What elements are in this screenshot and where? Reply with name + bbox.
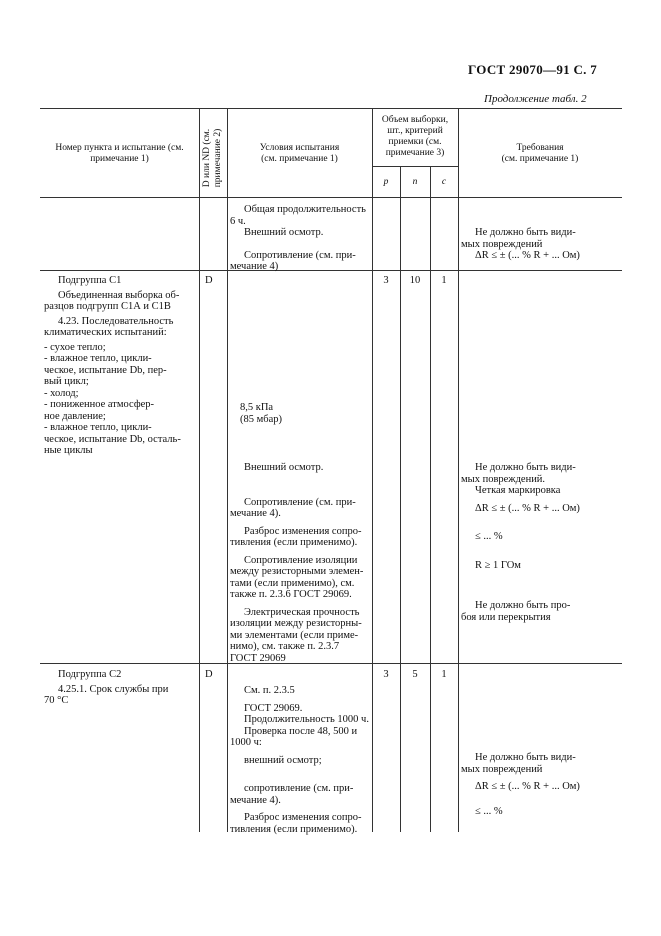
requirement-line: R ≥ 1 ГОм bbox=[475, 559, 521, 571]
header-dnd-line: примечание 2) bbox=[213, 128, 223, 188]
header-conditions bbox=[227, 143, 372, 165]
condition-line: внешний осмотр; bbox=[244, 754, 322, 766]
header-requirements-line: Требования bbox=[516, 143, 564, 153]
condition-line: Сопротивление (см. при- bbox=[244, 249, 356, 261]
header-c: c bbox=[441, 177, 447, 187]
condition-line: Сопротивление (см. при- bbox=[244, 496, 356, 508]
condition-line: Продолжительность 1000 ч. bbox=[244, 714, 369, 725]
table-top-border bbox=[40, 108, 622, 109]
condition-line: Разброс изменения сопро- bbox=[244, 525, 362, 537]
condition-line: Внешний осмотр. bbox=[244, 227, 324, 238]
condition-line: 6 ч. bbox=[230, 215, 246, 227]
header-requirements-line: (см. примечание 1) bbox=[501, 154, 579, 164]
requirement-line: Не должно быть про- bbox=[475, 600, 571, 611]
block2-p: 3 bbox=[383, 669, 389, 680]
test-line: - влажное тепло, цикли- bbox=[44, 422, 152, 433]
block0-requirements bbox=[461, 227, 621, 262]
block1-c: 1 bbox=[441, 275, 447, 286]
block2-requirements bbox=[461, 752, 621, 817]
header-sample-line: Объем выборки, bbox=[381, 115, 449, 125]
condition-line: Общая продолжительность bbox=[244, 204, 366, 215]
test-line: - холод; bbox=[44, 387, 79, 399]
block1-p: 3 bbox=[383, 275, 389, 286]
condition-line: мечание 4). bbox=[230, 794, 281, 806]
condition-line: между резисторными элемен- bbox=[230, 566, 364, 577]
test-line: ные циклы bbox=[44, 445, 93, 456]
header-p: p bbox=[383, 177, 389, 187]
condition-line: мечание 4) bbox=[230, 261, 279, 272]
test-line: Объединенная выборка об- bbox=[58, 289, 180, 301]
condition-line: мечание 4). bbox=[230, 508, 281, 519]
condition-line: ГОСТ 29069. bbox=[244, 702, 303, 714]
header-conditions-line: Условия испытания bbox=[259, 143, 340, 153]
condition-line: тивления (если применимо). bbox=[230, 537, 358, 548]
requirement-line: Не должно быть види- bbox=[475, 752, 576, 763]
test-line: ческое, испытание Db, пер- bbox=[44, 364, 167, 376]
requirement-line: Не должно быть види- bbox=[475, 462, 576, 473]
block1-dnd: D bbox=[205, 275, 213, 286]
requirement-line: мых повреждений bbox=[461, 763, 543, 775]
condition-line: ГОСТ 29069 bbox=[230, 652, 286, 664]
requirement-line: боя или перекрытия bbox=[461, 611, 551, 623]
condition-line: ми элементами (если приме- bbox=[230, 629, 359, 641]
requirement-line: ≤ ... % bbox=[475, 805, 503, 817]
test-line: 4.23. Последовательность bbox=[58, 315, 174, 327]
block2-test bbox=[44, 669, 198, 707]
condition-line: Сопротивление изоляции bbox=[244, 554, 358, 566]
requirement-line: ΔR ≤ ± (... % R + ... Ом) bbox=[475, 781, 580, 792]
header-n: n bbox=[412, 177, 418, 187]
header-test-line: Номер пункта и испытание (см. bbox=[55, 143, 184, 153]
col-divider-1 bbox=[199, 108, 200, 832]
test-line: Подгруппа С1 bbox=[58, 275, 122, 286]
header-dnd-line: D или ND (см. bbox=[202, 128, 212, 188]
condition-line: Проверка после 48, 500 и bbox=[244, 725, 358, 737]
block1-requirements bbox=[461, 462, 621, 623]
header-test-line: примечание 1) bbox=[90, 154, 149, 164]
requirement-line: ΔR ≤ ± (... % R + ... Ом) bbox=[475, 502, 580, 514]
condition-line: 1000 ч: bbox=[230, 737, 262, 748]
header-requirements bbox=[458, 143, 622, 165]
col-divider-3 bbox=[372, 108, 373, 832]
test-line: ческое, испытание Db, осталь- bbox=[44, 433, 181, 445]
test-line: - пониженное атмосфер- bbox=[44, 399, 155, 410]
test-line: Подгруппа С2 bbox=[58, 669, 122, 680]
header-dnd bbox=[202, 102, 224, 214]
requirement-line: Четкая маркировка bbox=[475, 485, 561, 496]
header-sample-line: примечание 3) bbox=[385, 148, 445, 158]
block1-n: 10 bbox=[409, 275, 421, 286]
header-test bbox=[40, 143, 199, 165]
block1-conditions bbox=[230, 462, 370, 664]
test-line: вый цикл; bbox=[44, 376, 89, 387]
header-sample-line: шт., критерий bbox=[387, 126, 443, 136]
page-header: ГОСТ 29070—91 С. 7 bbox=[468, 62, 598, 77]
condition-line: также п. 2.3.6 ГОСТ 29069. bbox=[230, 589, 352, 600]
test-line: климатических испытаний: bbox=[44, 327, 167, 338]
continuation-label: Продолжение табл. 2 bbox=[484, 93, 587, 105]
condition-line: нимо), см. также п. 2.3.7 bbox=[230, 641, 340, 652]
test-line: 70 °C bbox=[44, 695, 69, 706]
test-line: ное давление; bbox=[44, 410, 106, 422]
condition-line: Разброс изменения сопро- bbox=[244, 812, 362, 823]
block2-c: 1 bbox=[441, 669, 447, 680]
col-divider-4 bbox=[458, 108, 459, 832]
block0-conditions bbox=[230, 204, 370, 273]
condition-line: (85 мбар) bbox=[240, 413, 283, 425]
block2-n: 5 bbox=[412, 669, 418, 680]
test-line: 4.25.1. Срок службы при bbox=[58, 683, 169, 695]
header-sample bbox=[372, 115, 458, 159]
condition-line: Электрическая прочность bbox=[244, 606, 360, 618]
condition-line: 8,5 кПа bbox=[240, 402, 274, 413]
block1-test bbox=[44, 275, 198, 457]
condition-line: Внешний осмотр. bbox=[244, 462, 324, 473]
test-line: - сухое тепло; bbox=[44, 341, 106, 353]
requirement-line: мых повреждений. bbox=[461, 473, 546, 485]
col-divider-n bbox=[430, 166, 431, 832]
header-conditions-line: (см. примечание 1) bbox=[261, 154, 338, 164]
block1-pressure bbox=[240, 402, 282, 425]
condition-line: сопротивление (см. при- bbox=[244, 783, 354, 794]
requirement-line: мых повреждений bbox=[461, 238, 543, 250]
condition-line: тивления (если применимо). bbox=[230, 823, 358, 835]
requirement-line: ΔR ≤ ± (... % R + ... Ом) bbox=[475, 250, 580, 261]
test-line: - влажное тепло, цикли- bbox=[44, 353, 152, 364]
requirement-line: ≤ ... % bbox=[475, 531, 503, 542]
header-sample-line: приемки (см. bbox=[388, 137, 442, 147]
requirement-line: Не должно быть види- bbox=[475, 227, 576, 238]
condition-line: изоляции между резисторны- bbox=[230, 618, 362, 629]
condition-line: тами (если применимо), см. bbox=[230, 577, 355, 589]
condition-line: См. п. 2.3.5 bbox=[244, 685, 295, 696]
col-divider-p bbox=[400, 166, 401, 832]
header-bottom-border bbox=[40, 197, 622, 198]
test-line: разцов подгрупп С1А и С1В bbox=[44, 301, 171, 312]
col-divider-2 bbox=[227, 108, 228, 832]
sample-subheader-line bbox=[372, 166, 458, 167]
block2-dnd: D bbox=[205, 669, 213, 680]
block2-conditions bbox=[230, 685, 370, 835]
